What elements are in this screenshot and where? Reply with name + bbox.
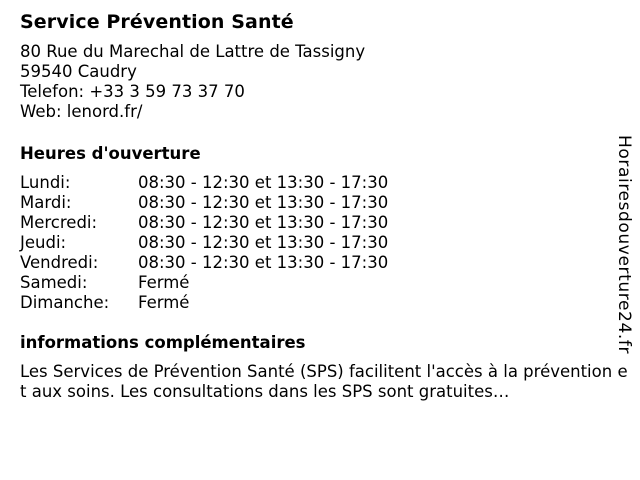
hours-time: 08:30 - 12:30 et 13:30 - 17:30: [138, 173, 389, 192]
hours-time: Fermé: [138, 273, 190, 292]
opening-hours-table: [20, 173, 620, 313]
hours-time: 08:30 - 12:30 et 13:30 - 17:30: [138, 193, 389, 212]
hours-row: [20, 213, 620, 233]
additional-info-heading: informations complémentaires: [20, 333, 306, 352]
hours-time: 08:30 - 12:30 et 13:30 - 17:30: [138, 253, 389, 272]
hours-day: Jeudi:: [20, 233, 67, 252]
hours-day: Lundi:: [20, 173, 71, 192]
hours-row: [20, 253, 620, 273]
address-street: 80 Rue du Marechal de Lattre de Tassigny: [20, 42, 366, 61]
hours-day: Vendredi:: [20, 253, 99, 272]
hours-time: Fermé: [138, 293, 190, 312]
watermark: Horairesdouverture24.fr: [614, 135, 634, 355]
opening-hours-heading: Heures d'ouverture: [20, 144, 201, 163]
hours-row: [20, 193, 620, 213]
hours-row: [20, 293, 620, 313]
hours-day: Dimanche:: [20, 293, 110, 312]
hours-time: 08:30 - 12:30 et 13:30 - 17:30: [138, 213, 389, 232]
additional-info-text: Les Services de Prévention Santé (SPS) facilitent l'accès à la prévention et aux soins. Les consultations dans les SPS sont gratuites…: [20, 362, 628, 401]
hours-day: Mercredi:: [20, 213, 98, 232]
hours-day: Samedi:: [20, 273, 88, 292]
hours-row: [20, 233, 620, 253]
address-city: 59540 Caudry: [20, 62, 137, 81]
phone-number: Telefon: +33 3 59 73 37 70: [20, 82, 245, 101]
hours-row: [20, 173, 620, 193]
business-name: Service Prévention Santé: [20, 11, 294, 33]
hours-row: [20, 273, 620, 293]
hours-time: 08:30 - 12:30 et 13:30 - 17:30: [138, 233, 389, 252]
business-address: [20, 42, 620, 122]
website: Web: lenord.fr/: [20, 102, 143, 121]
hours-day: Mardi:: [20, 193, 72, 212]
